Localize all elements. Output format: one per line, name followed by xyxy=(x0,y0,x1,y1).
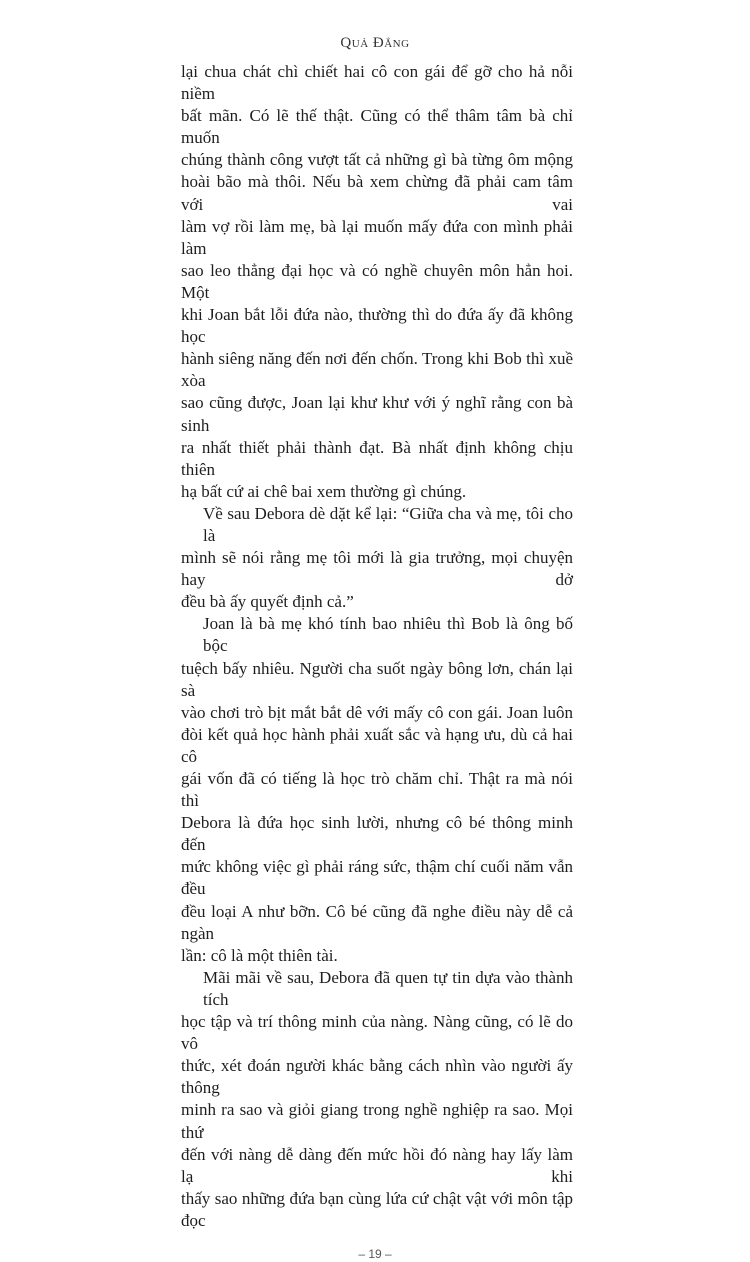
text-line: đều bà ấy quyết định cả.” xyxy=(181,592,354,612)
text-line: tuệch bấy nhiêu. Người cha suốt ngày bông lơn, chán lại sà xyxy=(181,658,573,700)
text-line: gái vốn đã có tiếng là học trò chăm chỉ. Thật ra mà nói thì xyxy=(181,769,573,811)
text-line: vào chơi trò bịt mắt bắt dê với mấy cô con gái. Joan luôn xyxy=(181,702,573,722)
text-line: hoài bão mà thôi. Nếu bà xem chừng đã phải cam tâm với vai xyxy=(181,172,573,214)
text-line: bất mãn. Có lẽ thế thật. Cũng có thể thâm tâm bà chỉ muốn xyxy=(181,106,573,148)
text-line: hành siêng năng đến nơi đến chốn. Trong khi Bob thì xuề xòa xyxy=(181,349,573,391)
paragraph xyxy=(181,61,573,503)
text-line: Joan là bà mẹ khó tính bao nhiêu thì Bob là ông bố bộc xyxy=(203,614,573,656)
text-line: thấy sao những đứa bạn cùng lứa cứ chật vật với môn tập đọc xyxy=(181,1188,573,1230)
text-line: thức, xét đoán người khác bằng cách nhìn vào người ấy thông xyxy=(181,1056,573,1098)
text-line: sao leo thẳng đại học và có nghề chuyên môn hẳn hoi. Một xyxy=(181,260,573,302)
text-line: minh ra sao và giỏi giang trong nghề nghiệp ra sao. Mọi thứ xyxy=(181,1100,573,1142)
page-number: – 19 – xyxy=(358,1246,392,1261)
text-line: đòi kết quả học hành phải xuất sắc và hạng ưu, dù cả hai cô xyxy=(181,724,573,766)
paragraph xyxy=(181,613,573,967)
text-line: chúng thành công vượt tất cả những gì bà từng ôm mộng xyxy=(181,150,573,170)
body-text xyxy=(181,61,573,1232)
text-line: lại chua chát chì chiết hai cô con gái để gỡ cho hả nỗi niềm xyxy=(181,62,573,104)
text-line: khi Joan bắt lỗi đứa nào, thường thì do đứa ấy đã không học xyxy=(181,305,573,347)
page-flow xyxy=(0,61,750,1262)
text-line: lần: cô là một thiên tài. xyxy=(181,945,338,965)
text-line: ra nhất thiết phải thành đạt. Bà nhất định không chịu thiên xyxy=(181,437,573,479)
text-line: Về sau Debora dè dặt kể lại: “Giữa cha và mẹ, tôi cho là xyxy=(203,503,573,545)
paragraph xyxy=(181,503,573,613)
running-header: Quả Đắng xyxy=(340,35,410,51)
text-line: đều loại A như bỡn. Cô bé cũng đã nghe điều này dễ cả ngàn xyxy=(181,901,573,943)
text-line: mình sẽ nói rằng mẹ tôi mới là gia trưởng, mọi chuyện hay dở xyxy=(181,548,573,590)
text-line: mức không việc gì phải ráng sức, thậm chí cuối năm vẫn đều xyxy=(181,857,573,899)
text-line: đến với nàng dễ dàng đến mức hồi đó nàng hay lấy làm lạ khi xyxy=(181,1144,573,1186)
text-line: Mãi mãi về sau, Debora đã quen tự tin dựa vào thành tích xyxy=(203,967,573,1009)
text-line: Debora là đứa học sinh lười, nhưng cô bé thông minh đến xyxy=(181,813,573,855)
text-line: làm vợ rồi làm mẹ, bà lại muốn mấy đứa con mình phải làm xyxy=(181,216,573,258)
text-line: sao cũng được, Joan lại khư khư với ý nghĩ rằng con bà sinh xyxy=(181,393,573,435)
text-line: hạ bất cứ ai chê bai xem thường gì chúng. xyxy=(181,481,467,501)
text-line: học tập và trí thông minh của nàng. Nàng cũng, có lẽ do vô xyxy=(181,1012,573,1054)
paragraph xyxy=(181,967,573,1232)
